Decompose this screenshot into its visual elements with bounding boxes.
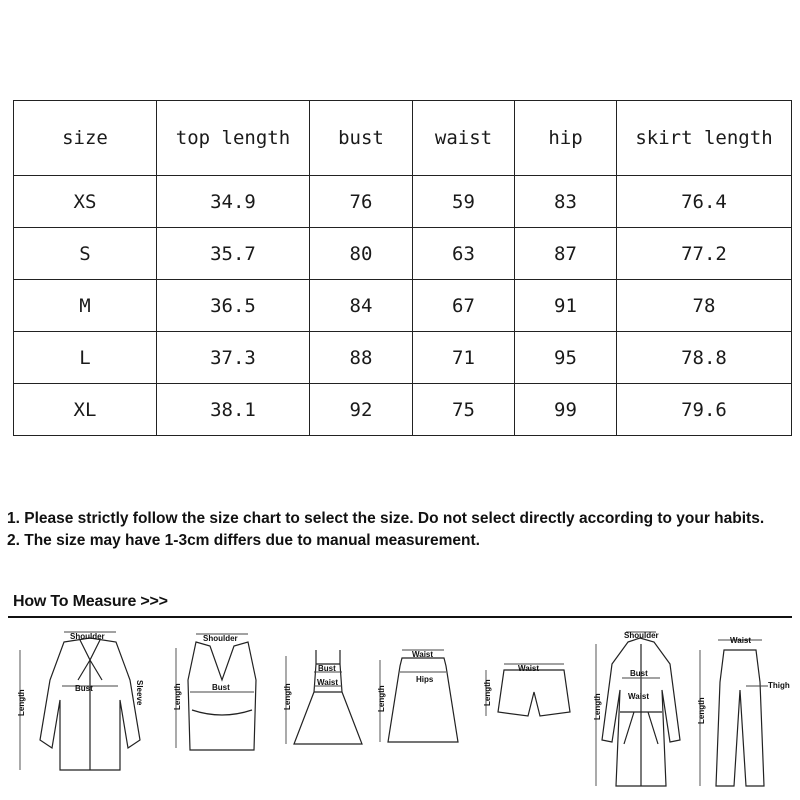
dress-figure — [283, 650, 362, 744]
length-label: Length — [593, 693, 602, 720]
waist-label: Waist — [628, 692, 650, 701]
skirt-figure — [377, 650, 458, 742]
sleeve-label: Sleeve — [135, 680, 144, 706]
table-cell: 37.3 — [157, 332, 310, 384]
table-cell: 91 — [515, 280, 617, 332]
table-cell: S — [14, 228, 157, 280]
column-header: top length — [157, 101, 310, 176]
measurement-illustrations — [0, 620, 800, 800]
column-header: waist — [413, 101, 515, 176]
size-notes — [7, 508, 793, 552]
table-cell: XL — [14, 384, 157, 436]
table-cell: M — [14, 280, 157, 332]
hips-label: Hips — [416, 675, 434, 684]
bust-label: Bust — [630, 669, 648, 678]
table-cell: 80 — [310, 228, 413, 280]
table-cell: 71 — [413, 332, 515, 384]
table-cell: 78 — [617, 280, 792, 332]
waist-label: Waist — [317, 678, 339, 687]
table-cell: 78.8 — [617, 332, 792, 384]
column-header: size — [14, 101, 157, 176]
table-cell: 67 — [413, 280, 515, 332]
table-row — [14, 332, 792, 384]
length-label: Length — [377, 685, 386, 712]
waist-label: Waist — [518, 664, 540, 673]
bust-label: Bust — [212, 683, 230, 692]
waist-label: Waist — [730, 636, 752, 645]
heading-divider — [8, 616, 792, 618]
length-label: Length — [17, 689, 26, 716]
size-chart-table — [13, 100, 792, 436]
table-row — [14, 176, 792, 228]
table-header-row — [14, 101, 792, 176]
thigh-label: Thigh — [768, 681, 790, 690]
tank-top-figure — [173, 634, 256, 750]
table-cell: L — [14, 332, 157, 384]
table-cell: 92 — [310, 384, 413, 436]
length-label: Length — [283, 683, 292, 710]
column-header: skirt length — [617, 101, 792, 176]
table-cell: 95 — [515, 332, 617, 384]
table-row — [14, 228, 792, 280]
table-cell: 76.4 — [617, 176, 792, 228]
table-cell: 38.1 — [157, 384, 310, 436]
column-header: bust — [310, 101, 413, 176]
coat-figure — [593, 631, 680, 786]
pants-figure — [697, 636, 790, 786]
table-cell: 77.2 — [617, 228, 792, 280]
table-cell: 75 — [413, 384, 515, 436]
bust-label: Bust — [75, 684, 93, 693]
note-1: 1. Please strictly follow the size chart to select the size. Do not select directly according to your habits. — [7, 510, 765, 527]
table-cell: 79.6 — [617, 384, 792, 436]
blouse-figure — [17, 632, 144, 770]
column-header: hip — [515, 101, 617, 176]
length-label: Length — [173, 683, 182, 710]
table-row — [14, 280, 792, 332]
bust-label: Bust — [318, 664, 336, 673]
table-cell: 83 — [515, 176, 617, 228]
table-cell: 34.9 — [157, 176, 310, 228]
shoulder-label: Shoulder — [624, 631, 659, 640]
table-cell: 88 — [310, 332, 413, 384]
table-cell: 84 — [310, 280, 413, 332]
shorts-figure — [483, 664, 570, 716]
length-label: Length — [483, 679, 492, 706]
table-cell: 36.5 — [157, 280, 310, 332]
table-cell: 76 — [310, 176, 413, 228]
table-cell: 35.7 — [157, 228, 310, 280]
how-to-measure-heading: How To Measure >>> — [13, 593, 168, 610]
shoulder-label: Shoulder — [203, 634, 238, 643]
table-cell: 87 — [515, 228, 617, 280]
table-row — [14, 384, 792, 436]
table-cell: 59 — [413, 176, 515, 228]
shoulder-label: Shoulder — [70, 632, 105, 641]
note-2: 2. The size may have 1-3cm differs due to manual measurement. — [7, 532, 480, 549]
table-cell: XS — [14, 176, 157, 228]
table-cell: 99 — [515, 384, 617, 436]
table-cell: 63 — [413, 228, 515, 280]
length-label: Length — [697, 697, 706, 724]
waist-label: Waist — [412, 650, 434, 659]
